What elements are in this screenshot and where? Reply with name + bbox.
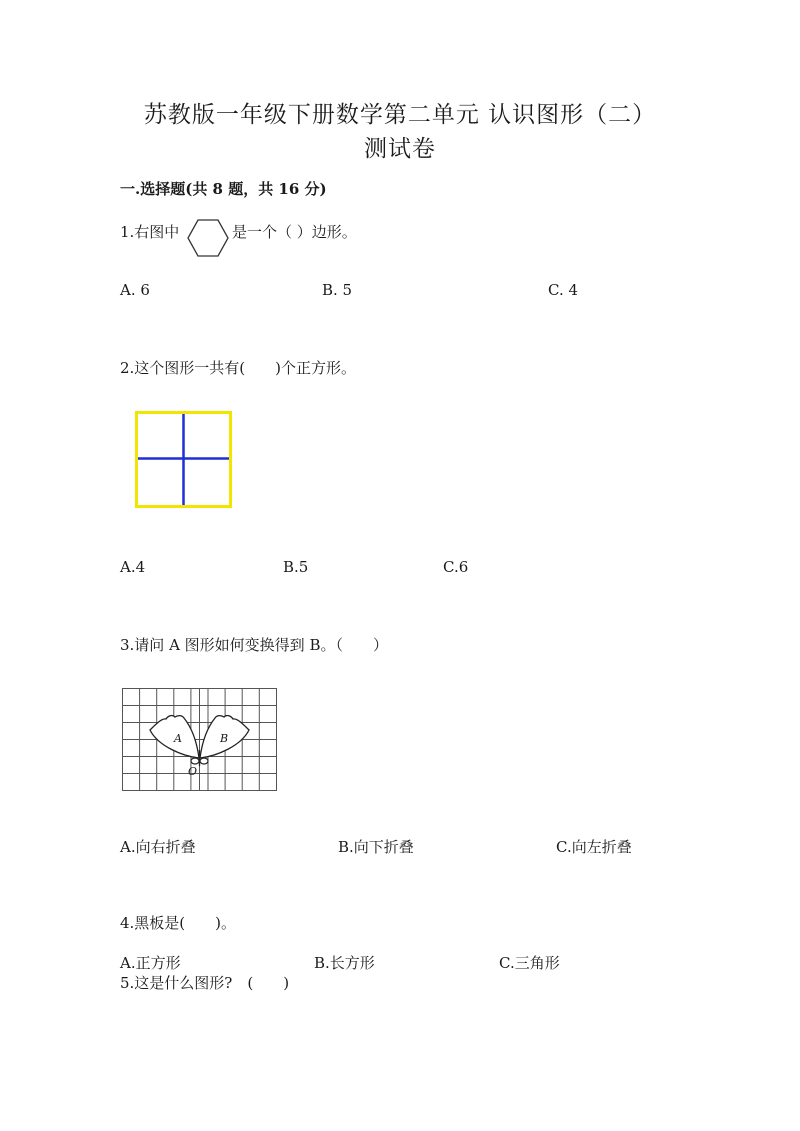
q2-option-b[interactable]: B.5 bbox=[283, 558, 309, 576]
figure-label-o: O bbox=[188, 765, 198, 778]
square-grid-figure bbox=[135, 411, 232, 508]
question-3-text: 3.请问 A 图形如何变换得到 B。（ ） bbox=[120, 636, 388, 654]
q3-option-b[interactable]: B.向下折叠 bbox=[338, 838, 414, 856]
q4-option-b[interactable]: B.长方形 bbox=[314, 954, 375, 972]
q4-option-c[interactable]: C.三角形 bbox=[499, 954, 560, 972]
q2-option-a[interactable]: A.4 bbox=[120, 558, 146, 576]
section-heading: 一.选择题(共 8 题，共 16 分) bbox=[120, 180, 327, 198]
q3-option-c[interactable]: C.向左折叠 bbox=[556, 838, 632, 856]
q1-option-c[interactable]: C. 4 bbox=[548, 281, 579, 299]
q1-option-b[interactable]: B. 5 bbox=[322, 281, 353, 299]
question-5-text: 5.这是什么图形? ( ) bbox=[120, 974, 290, 992]
question-2-text: 2.这个图形一共有( )个正方形。 bbox=[120, 359, 357, 377]
q3-option-a[interactable]: A.向右折叠 bbox=[120, 838, 196, 856]
question-1-suffix: 是一个（ ）边形。 bbox=[232, 223, 357, 241]
q4-option-a[interactable]: A.正方形 bbox=[120, 954, 181, 972]
question-1-prefix: 1.右图中 bbox=[120, 223, 180, 241]
q2-option-c[interactable]: C.6 bbox=[443, 558, 469, 576]
figure-label-a: A bbox=[174, 732, 182, 745]
figure-label-b: B bbox=[220, 732, 229, 745]
page-title-line1: 苏教版一年级下册数学第二单元 认识图形（二） bbox=[143, 102, 657, 128]
fold-grid-figure bbox=[122, 688, 278, 792]
question-4-text: 4.黑板是( )。 bbox=[120, 914, 237, 932]
q1-option-a[interactable]: A. 6 bbox=[120, 281, 150, 299]
page-title-line2: 测试卷 bbox=[364, 136, 436, 162]
hexagon-figure bbox=[187, 219, 229, 257]
